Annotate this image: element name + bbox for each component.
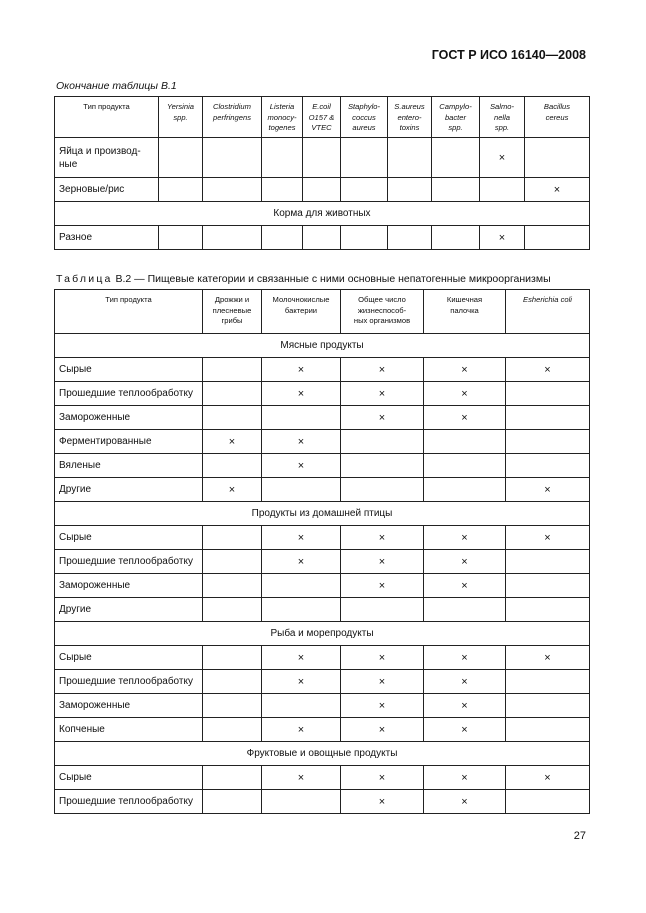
table1-caption: Окончание таблицы В.1 bbox=[56, 80, 177, 92]
table-row bbox=[55, 526, 590, 550]
product-type-cell: Прошедшие теплообработку bbox=[55, 670, 203, 694]
mark-cell bbox=[203, 526, 262, 550]
mark-cell bbox=[159, 178, 203, 202]
mark-cell: × bbox=[506, 766, 590, 790]
mark-cell bbox=[506, 574, 590, 598]
column-header-line: coccus bbox=[352, 112, 376, 122]
product-type-cell: Прошедшие теплообработку bbox=[55, 382, 203, 406]
product-type-cell bbox=[55, 226, 159, 250]
column-header-line: cereus bbox=[545, 112, 569, 122]
mark-cell bbox=[506, 718, 590, 742]
product-type-line: Разное bbox=[59, 232, 93, 243]
column-header-line: плесневые bbox=[212, 305, 252, 315]
column-header-line: Yersinia bbox=[166, 102, 194, 111]
table1-column-header bbox=[341, 97, 388, 138]
mark-cell bbox=[506, 454, 590, 478]
mark-cell bbox=[341, 598, 424, 622]
product-type-line: Яйца и производ- bbox=[59, 145, 141, 157]
table-row bbox=[55, 382, 590, 406]
mark-cell bbox=[203, 226, 262, 250]
column-header-line: monocy- bbox=[267, 112, 297, 122]
mark-cell: × bbox=[341, 766, 424, 790]
column-header-line: Listeria bbox=[269, 102, 295, 111]
mark-cell bbox=[506, 790, 590, 814]
section-label: Мясные продукты bbox=[55, 334, 590, 358]
column-header-line: E.coil bbox=[312, 102, 331, 111]
product-type-cell: Сырые bbox=[55, 766, 203, 790]
column-header-line: spp. bbox=[494, 123, 510, 132]
mark-cell bbox=[262, 478, 341, 502]
mark-cell bbox=[203, 766, 262, 790]
mark-cell bbox=[432, 226, 480, 250]
table1-column-header bbox=[262, 97, 303, 138]
table-row bbox=[55, 766, 590, 790]
mark-cell bbox=[203, 406, 262, 430]
mark-cell bbox=[262, 178, 303, 202]
mark-cell bbox=[506, 670, 590, 694]
table2-column-header bbox=[203, 290, 262, 334]
mark-cell: × bbox=[506, 358, 590, 382]
section-row bbox=[55, 742, 590, 766]
column-header-line: Молочнокислые bbox=[272, 295, 330, 304]
table-row bbox=[55, 478, 590, 502]
mark-cell: × bbox=[262, 766, 341, 790]
mark-cell bbox=[203, 574, 262, 598]
mark-cell: × bbox=[424, 766, 506, 790]
mark-cell bbox=[480, 178, 525, 202]
mark-cell bbox=[525, 138, 590, 178]
mark-cell: × bbox=[341, 550, 424, 574]
column-header-line: Тип продукта bbox=[105, 295, 152, 304]
mark-cell: × bbox=[480, 138, 525, 178]
mark-cell: × bbox=[262, 550, 341, 574]
column-header-line: жизнеспособ- bbox=[357, 305, 407, 315]
mark-cell bbox=[341, 178, 388, 202]
table-row bbox=[55, 178, 590, 202]
table-row bbox=[55, 358, 590, 382]
product-type-cell: Сырые bbox=[55, 646, 203, 670]
mark-cell bbox=[303, 138, 341, 178]
table-row bbox=[55, 670, 590, 694]
product-type-line: Зерновые/рис bbox=[59, 184, 125, 195]
table2-header-row bbox=[55, 290, 590, 334]
product-type-cell: Замороженные bbox=[55, 574, 203, 598]
column-header-line: spp. bbox=[173, 112, 188, 122]
column-header-line: nella bbox=[493, 112, 511, 122]
mark-cell: × bbox=[262, 382, 341, 406]
column-header-line: toxins bbox=[399, 123, 420, 132]
mark-cell: × bbox=[424, 550, 506, 574]
table-b1-continuation bbox=[54, 96, 590, 250]
column-header-line: грибы bbox=[221, 316, 243, 325]
table-row bbox=[55, 790, 590, 814]
table-row bbox=[55, 430, 590, 454]
product-type-cell bbox=[55, 138, 159, 178]
table-row bbox=[55, 718, 590, 742]
mark-cell: × bbox=[341, 406, 424, 430]
table2-caption-prefix: Таблица bbox=[56, 273, 113, 285]
product-type-cell: Прошедшие теплообработку bbox=[55, 790, 203, 814]
mark-cell: × bbox=[262, 454, 341, 478]
mark-cell: × bbox=[341, 358, 424, 382]
table-row bbox=[55, 406, 590, 430]
table2-column-header bbox=[506, 290, 590, 334]
mark-cell bbox=[303, 178, 341, 202]
document-id: ГОСТ Р ИСО 16140—2008 bbox=[431, 48, 586, 62]
mark-cell bbox=[506, 382, 590, 406]
table2-caption bbox=[56, 273, 551, 285]
mark-cell: × bbox=[506, 526, 590, 550]
mark-cell: × bbox=[341, 718, 424, 742]
mark-cell bbox=[262, 406, 341, 430]
mark-cell bbox=[388, 178, 432, 202]
mark-cell bbox=[203, 358, 262, 382]
mark-cell bbox=[506, 694, 590, 718]
mark-cell: × bbox=[203, 430, 262, 454]
table2-column-header bbox=[341, 290, 424, 334]
mark-cell bbox=[203, 598, 262, 622]
table-row bbox=[55, 226, 590, 250]
mark-cell bbox=[432, 138, 480, 178]
mark-cell bbox=[506, 550, 590, 574]
column-header-line: VTEC bbox=[311, 123, 332, 132]
mark-cell bbox=[262, 138, 303, 178]
mark-cell: × bbox=[341, 646, 424, 670]
mark-cell bbox=[341, 430, 424, 454]
column-header-line: Campylo- bbox=[439, 102, 472, 111]
mark-cell bbox=[506, 406, 590, 430]
mark-cell bbox=[159, 226, 203, 250]
column-header-line: Clostridium bbox=[213, 102, 251, 111]
mark-cell bbox=[262, 694, 341, 718]
mark-cell: × bbox=[424, 694, 506, 718]
mark-cell bbox=[506, 430, 590, 454]
mark-cell: × bbox=[424, 670, 506, 694]
mark-cell bbox=[341, 478, 424, 502]
table-row bbox=[55, 646, 590, 670]
mark-cell bbox=[203, 790, 262, 814]
column-header-line: Bacillus bbox=[543, 102, 571, 111]
mark-cell bbox=[424, 454, 506, 478]
table-b2 bbox=[54, 289, 590, 814]
mark-cell: × bbox=[341, 790, 424, 814]
mark-cell: × bbox=[424, 790, 506, 814]
mark-cell bbox=[341, 226, 388, 250]
section-row bbox=[55, 202, 590, 226]
table1-header-row bbox=[55, 97, 590, 138]
section-label: Продукты из домашней птицы bbox=[55, 502, 590, 526]
column-header-line: spp. bbox=[448, 123, 463, 132]
mark-cell: × bbox=[341, 670, 424, 694]
mark-cell bbox=[341, 138, 388, 178]
table2-column-header bbox=[262, 290, 341, 334]
mark-cell bbox=[159, 138, 203, 178]
product-type-cell: Замороженные bbox=[55, 406, 203, 430]
mark-cell bbox=[203, 718, 262, 742]
mark-cell: × bbox=[480, 226, 525, 250]
product-type-cell: Ферментированные bbox=[55, 430, 203, 454]
mark-cell: × bbox=[506, 478, 590, 502]
mark-cell: × bbox=[424, 358, 506, 382]
mark-cell: × bbox=[203, 478, 262, 502]
product-type-cell: Прошедшие теплообработку bbox=[55, 550, 203, 574]
table-row bbox=[55, 574, 590, 598]
table2-caption-text: В.2 — Пищевые категории и связанные с ними основные непатогенные микроорганизмы bbox=[112, 273, 551, 285]
column-header-line: O157 & bbox=[308, 112, 335, 122]
mark-cell: × bbox=[424, 526, 506, 550]
product-type-cell: Другие bbox=[55, 598, 203, 622]
table1-column-header bbox=[525, 97, 590, 138]
mark-cell: × bbox=[262, 646, 341, 670]
column-header-line: Дрожжи и bbox=[214, 295, 250, 304]
table2-column-header bbox=[424, 290, 506, 334]
column-header-line: Esherichia coli bbox=[523, 295, 572, 304]
section-label: Рыба и морепродукты bbox=[55, 622, 590, 646]
mark-cell: × bbox=[262, 670, 341, 694]
column-header-line: Тип продукта bbox=[83, 102, 130, 111]
column-header-line: Salmo- bbox=[489, 102, 515, 111]
mark-cell bbox=[203, 138, 262, 178]
table1-column-header bbox=[55, 97, 159, 138]
column-header-line: Staphylo- bbox=[347, 102, 381, 111]
mark-cell bbox=[262, 226, 303, 250]
section-row bbox=[55, 334, 590, 358]
mark-cell: × bbox=[424, 646, 506, 670]
table1-column-header bbox=[303, 97, 341, 138]
product-type-cell: Вяленые bbox=[55, 454, 203, 478]
mark-cell: × bbox=[262, 430, 341, 454]
mark-cell bbox=[203, 550, 262, 574]
section-label: Фруктовые и овощные продукты bbox=[55, 742, 590, 766]
mark-cell: × bbox=[424, 574, 506, 598]
section-label: Корма для животных bbox=[55, 202, 590, 226]
page-number: 27 bbox=[573, 830, 586, 842]
table-row bbox=[55, 138, 590, 178]
product-type-cell: Другие bbox=[55, 478, 203, 502]
mark-cell: × bbox=[525, 178, 590, 202]
mark-cell: × bbox=[424, 718, 506, 742]
column-header-line: aureus bbox=[352, 123, 376, 132]
mark-cell bbox=[303, 226, 341, 250]
table-row bbox=[55, 694, 590, 718]
mark-cell: × bbox=[341, 526, 424, 550]
mark-cell bbox=[203, 670, 262, 694]
table-row bbox=[55, 454, 590, 478]
section-row bbox=[55, 622, 590, 646]
mark-cell bbox=[262, 598, 341, 622]
product-type-cell: Копченые bbox=[55, 718, 203, 742]
mark-cell bbox=[203, 694, 262, 718]
table1-column-header bbox=[203, 97, 262, 138]
column-header-line: ных организмов bbox=[353, 316, 411, 325]
column-header-line: togenes bbox=[268, 123, 296, 132]
mark-cell bbox=[262, 790, 341, 814]
table1-column-header bbox=[388, 97, 432, 138]
mark-cell: × bbox=[341, 382, 424, 406]
column-header-line: perfringens bbox=[213, 112, 251, 122]
column-header-line: bacter bbox=[444, 112, 467, 122]
mark-cell: × bbox=[341, 694, 424, 718]
column-header-line: Общее число bbox=[358, 295, 406, 304]
product-type-cell bbox=[55, 178, 159, 202]
mark-cell bbox=[525, 226, 590, 250]
mark-cell bbox=[341, 454, 424, 478]
table1-column-header bbox=[432, 97, 480, 138]
product-type-cell: Сырые bbox=[55, 358, 203, 382]
section-row bbox=[55, 502, 590, 526]
mark-cell: × bbox=[341, 574, 424, 598]
mark-cell: × bbox=[262, 526, 341, 550]
column-header-line: палочка bbox=[450, 305, 479, 315]
table1-column-header bbox=[480, 97, 525, 138]
mark-cell bbox=[203, 382, 262, 406]
mark-cell bbox=[424, 598, 506, 622]
mark-cell bbox=[432, 178, 480, 202]
table-row bbox=[55, 598, 590, 622]
mark-cell bbox=[424, 430, 506, 454]
mark-cell bbox=[203, 454, 262, 478]
table2-column-header bbox=[55, 290, 203, 334]
product-type-line: ные bbox=[59, 158, 78, 170]
mark-cell: × bbox=[262, 718, 341, 742]
mark-cell: × bbox=[262, 358, 341, 382]
mark-cell bbox=[203, 178, 262, 202]
mark-cell bbox=[388, 138, 432, 178]
column-header-line: бактерии bbox=[284, 305, 318, 315]
mark-cell bbox=[262, 574, 341, 598]
column-header-line: Кишечная bbox=[446, 295, 483, 304]
product-type-cell: Замороженные bbox=[55, 694, 203, 718]
column-header-line: S.aureus bbox=[394, 102, 425, 111]
table-row bbox=[55, 550, 590, 574]
mark-cell: × bbox=[424, 382, 506, 406]
product-type-cell: Сырые bbox=[55, 526, 203, 550]
mark-cell bbox=[388, 226, 432, 250]
column-header-line: entero- bbox=[397, 112, 422, 122]
mark-cell: × bbox=[424, 406, 506, 430]
mark-cell: × bbox=[506, 646, 590, 670]
mark-cell bbox=[506, 598, 590, 622]
table1-column-header bbox=[159, 97, 203, 138]
mark-cell bbox=[203, 646, 262, 670]
mark-cell bbox=[424, 478, 506, 502]
